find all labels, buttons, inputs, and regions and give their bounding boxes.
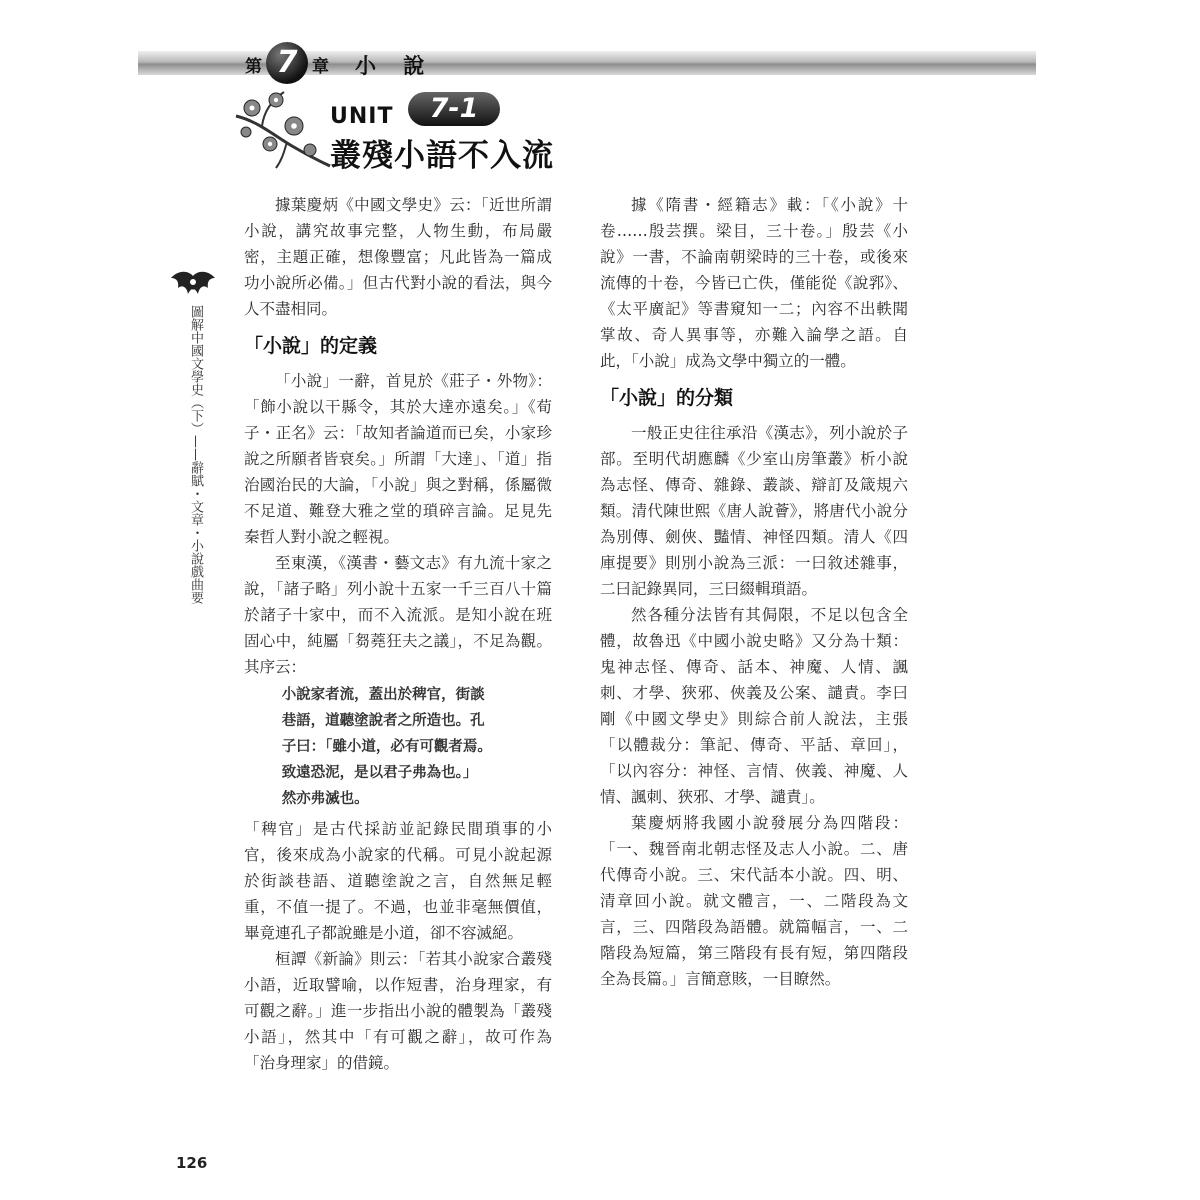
chapter-title: 小 說 xyxy=(355,54,435,78)
paragraph: 然各種分法皆有其侷限，不足以包含全體，故魯迅《中國小說史略》又分為十類：鬼神志怪、傳奇、話本、神魔、人情、諷刺、才學、狹邪、俠義及公案、譴責。李曰剛《中國文學史》則綜合前人說法，主張「以體裁分：筆記、傳奇、平話、章回」，「以內容分：神怪、言情、俠義、神魔、人情、諷刺、狹邪、才學、譴責」。 xyxy=(600,606,908,806)
paragraph: 一般正史往往承沿《漢志》，列小說於子部。至明代胡應麟《少室山房筆叢》析小說為志怪、傳奇、雜錄、叢談、辯訂及箴規六類。清代陳世熙《唐人說薈》，將唐代小說分為別傳、劍俠、豔情、神怪四類。清人《四庫提要》則別小說為三派：一曰敘述雜事，二曰記錄異同，三曰綴輯瑣語。 xyxy=(600,424,908,598)
chapter-prefix: 第 xyxy=(245,57,262,77)
paragraph: 「稗官」是古代採訪並記錄民間瑣事的小官，後來成為小說家的代稱。可見小說起源於街談巷語、道聽塗說之言，自然無足輕重，不值一提了。不過，也並非毫無價值，畢竟連孔子都說雖是小道，卻不容滅絕。 xyxy=(244,820,552,942)
unit-label: UNIT xyxy=(330,104,394,129)
quote-line: 巷語，道聽塗說者之所造也。孔 xyxy=(281,712,485,729)
paragraph: 「小說」一辭，首見於《莊子・外物》：「飾小說以干縣令，其於大達亦遠矣。」《荀子・正名》云：「故知者論道而已矣，小家珍說之所願者皆衰矣。」所謂「大達」、「道」指治國治民的大論，「小說」與之對稱，係屬微不足道、難登大雅之堂的瑣碎言論。足見先秦哲人對小說之輕視。 xyxy=(244,372,552,546)
quote-line: 小說家者流，蓋出於稗官，街談 xyxy=(281,686,485,703)
right-column xyxy=(600,192,908,992)
paragraph: 據《隋書・經籍志》載：「《小說》十卷……殷芸撰。梁目，三十卷。」殷芸《小說》一書，不論南朝梁時的三十卷，或後來流傳的十卷，今皆已亡佚，僅能從《說郛》、《太平廣記》等書窺知一二；內容不出軼聞掌故、奇人異事等，亦難入論學之語。自此，「小說」成為文學中獨立的一體。 xyxy=(600,196,908,370)
quote-line: 致遠恐泥，是以君子弗為也。」 xyxy=(281,764,478,781)
block-quote xyxy=(282,682,552,812)
paragraph: 桓譚《新論》則云：「若其小說家合叢殘小語，近取譬喻，以作短書，治身理家，有可觀之辭。」進一步指出小說的體製為「叢殘小語」，然其中「有可觀之辭」，故可作為「治身理家」的借鏡。 xyxy=(244,950,552,1072)
page-number: 126 xyxy=(176,1154,208,1172)
unit-title: 叢殘小語不入流 xyxy=(330,138,554,174)
left-column xyxy=(244,192,552,1076)
chapter-number-badge: 7 xyxy=(266,42,308,84)
bat-ornament-icon xyxy=(170,268,216,300)
book-series-title: 圖解中國文學史（下）——辭賦・文章・小說戲曲要 xyxy=(188,305,203,604)
section-heading-classification: 「小說」的分類 xyxy=(600,387,734,409)
section-heading-definition: 「小說」的定義 xyxy=(244,335,378,357)
plum-blossom-branch-icon xyxy=(232,86,332,170)
chapter-suffix: 章 xyxy=(312,57,329,77)
paragraph: 至東漢，《漢書・藝文志》有九流十家之說，「諸子略」列小說十五家一千三百八十篇於諸子十家中，而不入流派。是知小說在班固心中，純屬「芻蕘狂夫之議」，不足為觀。其序云： xyxy=(244,554,552,676)
intro-paragraph: 據葉慶炳《中國文學史》云：「近世所謂小說，講究故事完整，人物生動，布局嚴密，主題正確，想像豐富；凡此皆為一篇成功小說所必備。」但古代對小說的看法，與今人不盡相同。 xyxy=(244,196,552,318)
quote-line: 子曰：「雖小道，必有可觀者焉。 xyxy=(281,738,492,755)
quote-line: 然亦弗滅也。 xyxy=(281,790,369,807)
paragraph: 葉慶炳將我國小說發展分為四階段：「一、魏晉南北朝志怪及志人小說。二、唐代傳奇小說。三、宋代話本小說。四、明、清章回小說。就文體言，一、二階段為文言，三、四階段為語體。就篇幅言，一、二階段為短篇，第三階段有長有短，第四階段全為長篇。」言簡意賅，一目瞭然。 xyxy=(600,814,908,988)
unit-number-badge: 7-1 xyxy=(408,92,500,126)
